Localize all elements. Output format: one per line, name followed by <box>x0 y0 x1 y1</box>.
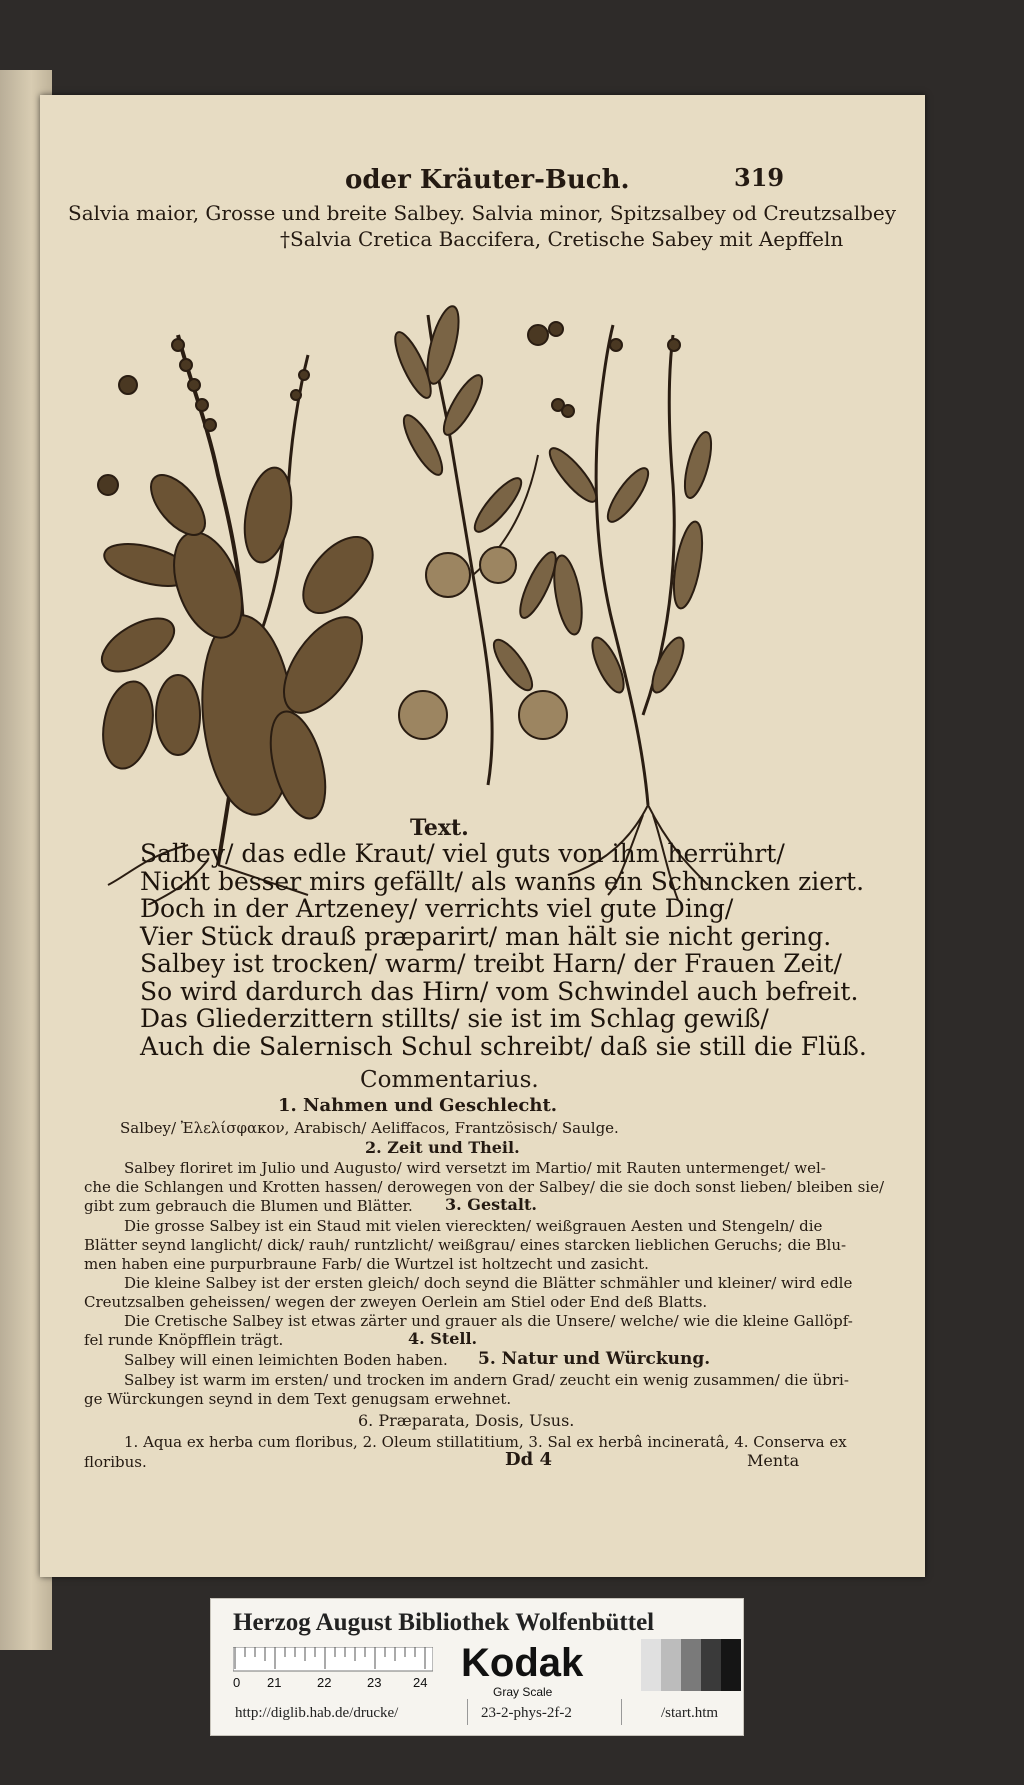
gray-swatch <box>701 1639 721 1691</box>
section-text-3: Creutzsalben geheissen/ wegen der zweyen Oerlein am Stiel oder End deß Blatts. <box>84 1293 708 1311</box>
section-heading-1: 1. Nahmen und Geschlecht. <box>278 1095 558 1116</box>
running-head: oder Kräuter-Buch. <box>345 165 630 195</box>
page-number: 319 <box>734 163 785 192</box>
section-text-1: Salbey/ Ἐλελίσφακον, Arabisch/ Aeliffacos, Frantzösisch/ Saulge. <box>120 1119 619 1137</box>
catchword: Menta <box>747 1451 800 1470</box>
gray-swatch <box>661 1639 681 1691</box>
section-text-6: floribus. <box>84 1453 147 1471</box>
plate-caption-line-1: Salvia maior, Grosse und breite Salbey. Salvia minor, Spitzsalbey od Creutzsalbey <box>68 201 897 225</box>
library-name: Herzog August Bibliothek Wolfenbüttel <box>233 1609 655 1636</box>
ruler-label: 23 <box>367 1675 382 1690</box>
section-text-3: Die Cretische Salbey ist etwas zärter und grauer als die Unsere/ welche/ wie die kleine Gallöpf- <box>124 1312 853 1330</box>
verse-line: Salbey/ das edle Kraut/ viel guts von ihm herrührt/ <box>140 839 785 868</box>
verse-line: Das Gliederzittern stillts/ sie ist im Schlag gewiß/ <box>140 1004 769 1033</box>
url-text: http://diglib.hab.de/drucke/ <box>235 1705 399 1721</box>
divider <box>467 1699 468 1725</box>
verse-line: Doch in der Artzeney/ verrichts viel gute Ding/ <box>140 894 734 923</box>
gray-swatch <box>681 1639 701 1691</box>
section-heading-2: 2. Zeit und Theil. <box>365 1138 520 1157</box>
ruler-label: 24 <box>413 1675 428 1690</box>
verse-line: Nicht besser mirs gefällt/ als wanns ein Schuncken ziert. <box>140 866 865 896</box>
plate-caption-line-2: †Salvia Cretica Baccifera, Cretische Sabey mit Aepffeln <box>280 227 844 251</box>
verse-block <box>140 840 867 1060</box>
section-text-5: Salbey ist warm im ersten/ und trocken im andern Grad/ zeucht ein wenig zusammen/ die übri- <box>124 1371 849 1389</box>
section-text-3: men haben eine purpurbraune Farb/ die Wurtzel ist holtzecht und zasicht. <box>84 1255 649 1273</box>
start-text: /start.htm <box>661 1705 719 1721</box>
text-heading: Text. <box>410 815 469 841</box>
ruler-label: 22 <box>317 1675 332 1690</box>
verse-line: So wird dardurch das Hirn/ vom Schwindel auch befreit. <box>140 976 859 1006</box>
section-text-4: Salbey will einen leimichten Boden haben. <box>124 1351 448 1369</box>
section-heading-3: 3. Gestalt. <box>445 1195 537 1214</box>
ruler-label: 0 <box>233 1675 241 1690</box>
signature-mark: Dd 4 <box>505 1449 552 1470</box>
gray-scale-label: Gray Scale <box>493 1685 553 1699</box>
ruler-label: 21 <box>267 1675 282 1690</box>
section-heading-4: 4. Stell. <box>408 1329 478 1348</box>
kodak-logo: Kodak <box>461 1641 584 1685</box>
ruler <box>233 1647 433 1691</box>
section-heading-5: 5. Natur und Würckung. <box>478 1349 711 1369</box>
section-text-3: Die grosse Salbey ist ein Staud mit vielen viereckten/ weißgrauen Aesten und Stengeln/ die <box>124 1217 823 1235</box>
divider <box>621 1699 622 1725</box>
gray-swatch <box>721 1639 741 1691</box>
section-text-2: Salbey floriret im Julio und Augusto/ wird versetzt im Martio/ mit Rauten untermenget/ wel- <box>124 1159 826 1177</box>
section-heading-6: 6. Præparata, Dosis, Usus. <box>358 1411 575 1430</box>
section-text-6: 1. Aqua ex herba cum floribus, 2. Oleum stillatitium, 3. Sal ex herbâ incineratâ, 4. Conserva ex <box>124 1433 847 1451</box>
verse-line: Auch die Salernisch Schul schreibt/ daß sie still die Flüß. <box>140 1031 867 1061</box>
section-text-3: fel runde Knöpfflein trägt. <box>84 1331 284 1349</box>
book-page <box>40 95 925 1577</box>
section-text-3: Die kleine Salbey ist der ersten gleich/ doch seynd die Blätter schmähler und kleiner/ wird edle <box>124 1274 853 1292</box>
gray-swatch <box>641 1639 661 1691</box>
shelfmark-text: 23-2-phys-2f-2 <box>481 1705 572 1721</box>
commentary-title: Commentarius. <box>360 1067 539 1093</box>
verse-line: Vier Stück drauß præparirt/ man hält sie nicht gering. <box>140 921 832 951</box>
library-label-card <box>210 1598 744 1736</box>
section-text-3: Blätter seynd langlicht/ dick/ rauh/ runtzlicht/ weißgrau/ eines starcken lieblichen Geruchs; die Blu- <box>84 1236 847 1254</box>
section-text-5: ge Würckungen seynd in dem Text genugsam erwehnet. <box>84 1390 512 1408</box>
verse-line: Salbey ist trocken/ warm/ treibt Harn/ der Frauen Zeit/ <box>140 949 842 978</box>
sage-woodcut-illustration <box>68 245 828 905</box>
section-text-2: gibt zum gebrauch die Blumen und Blätter. <box>84 1197 413 1215</box>
section-text-2: che die Schlangen und Krotten hassen/ derowegen von der Salbey/ die sie doch sonst lieben/ bleiben sie/ <box>84 1178 885 1196</box>
